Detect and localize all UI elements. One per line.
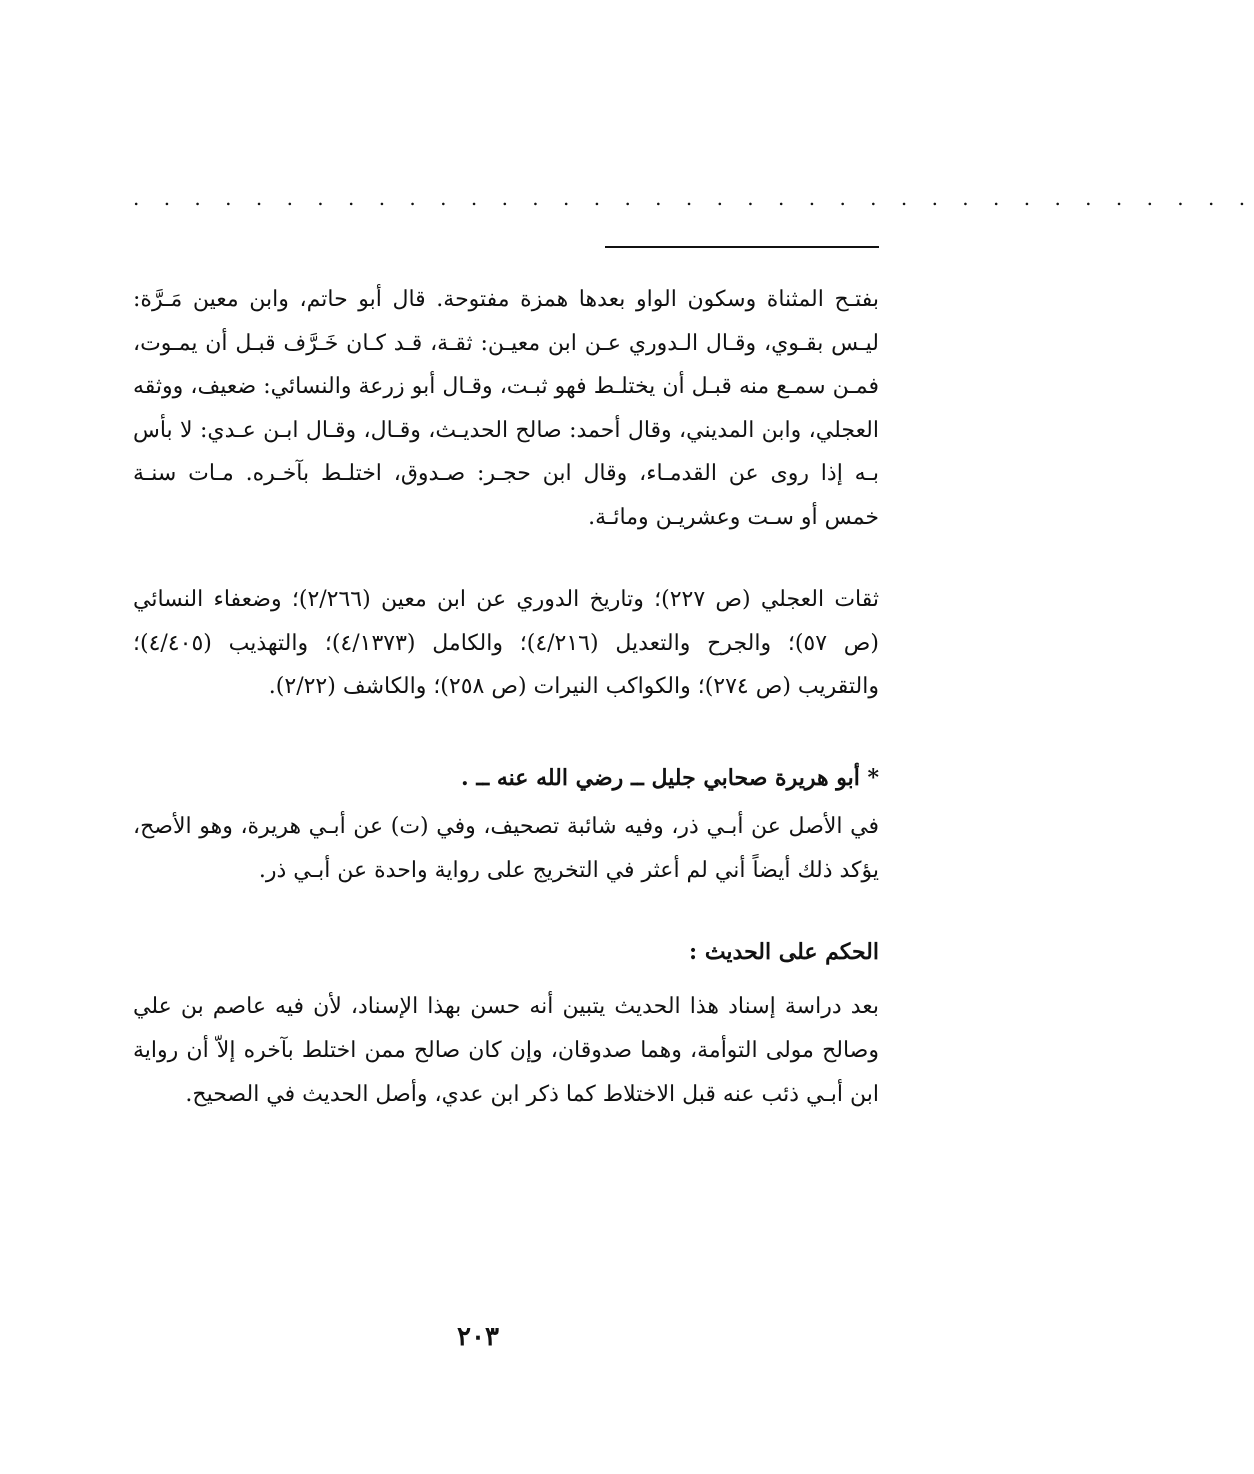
footnote-narrator-biography: بفتـح المثناة وسكون الواو بعدها همزة مفتوحة. قال أبو حاتم، وابن معين مَـرَّة: ليـس بقـوي، وقـال الـدوري عـن ابن معيـن: ثقـة، قـد كـان خَـرَّف قبـل أن يمـوت، فمـن سمـع منه قبـل أن يختلـط فهو ثبـت، وقـال أبو زرعة والنسائي: ضعيف، ووثقه العجلي، وابن المديني، وقال أحمد: صالح الحديـث، وقـال، وقـال ابـن عـدي: لا بأس بـه إذا روى عن القدمـاء، وقال ابن حجـر: صـدوق، اختلـط بآخـره. مـات سنـة خمس أو سـت وعشريـن ومائـة. bbox=[133, 287, 879, 530]
footnote-rule bbox=[605, 246, 879, 248]
footnote-sources: ثقات العجلي (ص ٢٢٧)؛ وتاريخ الدوري عن ابن معين (٢/٢٦٦)؛ وضعفاء النسائي (ص ٥٧)؛ والجرح والتعديل (٤/٢١٦)؛ والكامل (٤/١٣٧٣)؛ والتهذيب (٤/٤٠٥)؛ والتقريب (ص ٢٧٤)؛ والكواكب النيرات (ص ٢٥٨)؛ والكاشف (٢/٢٢). bbox=[133, 587, 880, 699]
footnote-correction: في الأصل عن أبـي ذر، وفيه شائبة تصحيف، وفي (ت) عن أبـي هريرة، وهو الأصح، يؤكد ذلك أيضاً أني لم أعثر في التخريج على رواية واحدة عن أبـي ذر. bbox=[133, 814, 879, 883]
dotted-separator: . . . . . . . . . . . . . . . . . . . . . . . . . . . . . . . . . . . . . bbox=[133, 186, 1254, 210]
page-number: ٢٠٣ bbox=[457, 1322, 499, 1352]
footnote-star-note: * أبو هريرة صحابي جليل ــ رضي الله عنه ــ . bbox=[461, 765, 879, 791]
ruling-heading: الحكم على الحديث : bbox=[689, 939, 879, 965]
ruling-paragraph: بعد دراسة إسناد هذا الحديث يتبين أنه حسن بهذا الإسناد، لأن فيه عاصم بن علي وصالح مولى التوأمة، وهما صدوقان، وإن كان صالح ممن اختلط بآخره إلاّ أن رواية ابن أبـي ذئب عنه قبل الاختلاط كما ذكر ابن عدي، وأصل الحديث في الصحيح. bbox=[133, 994, 879, 1107]
